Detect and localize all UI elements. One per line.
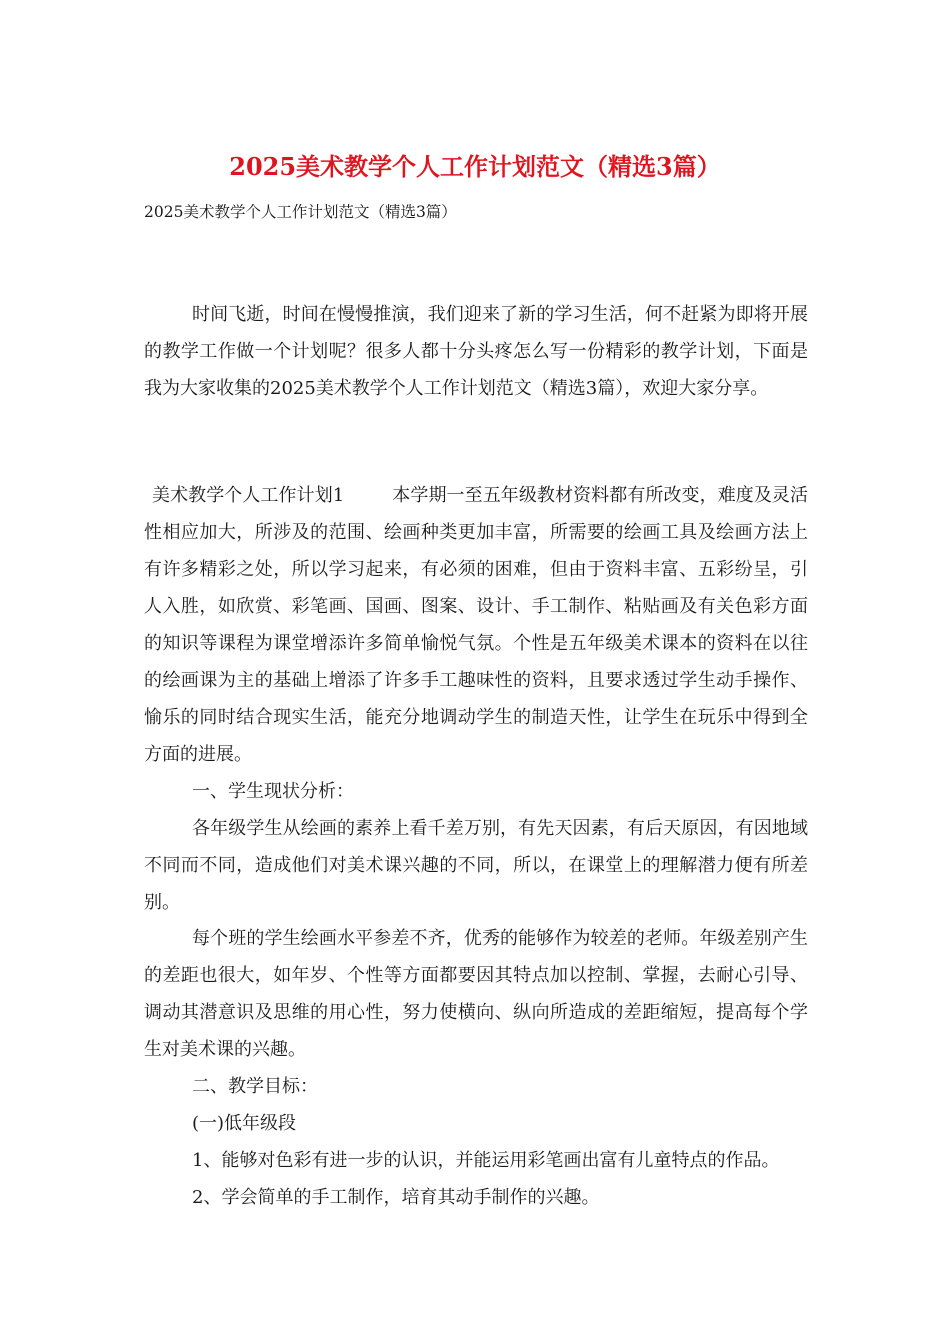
document-subtitle: 2025美术教学个人工作计划范文（精选3篇） <box>144 203 457 221</box>
grade-low-heading: (一)低年级段 <box>192 1113 297 1134</box>
section1-heading: 一、学生现状分析： <box>192 781 354 802</box>
section1-paragraph-2: 每个班的学生绘画水平参差不齐，优秀的能够作为较差的老师。年级差别产生的差距也很大，如年岁、个性等方面都要因其特点加以控制、掌握，去耐心引导、调动其潜意识及思维的用心性，努力使横向、纵向所造成的差距缩短，提高每个学生对美术课的兴趣。 <box>144 928 808 1060</box>
goal-item-1: 1、能够对色彩有进一步的认识，并能运用彩笔画出富有儿童特点的作品。 <box>192 1150 780 1171</box>
section2-heading: 二、教学目标： <box>192 1076 318 1097</box>
section1-heading-block <box>144 773 824 810</box>
document-title: 2025美术教学个人工作计划范文（精选3篇） <box>229 152 721 181</box>
plan1-text: 本学期一至五年级教材资料都有所改变，难度及灵活性相应加大，所涉及的范围、绘画种类更加丰富，所需要的绘画工具及绘画方法上有许多精彩之处，所以学习起来，有必须的困难，但由于资料丰富、五彩纷呈，引人入胜，如欣赏、彩笔画、国画、图案、设计、手工制作、粘贴画及有关色彩方面的知识等课程为课堂增添许多简单愉悦气氛。个性是五年级美术课本的资料在以往的绘画课为主的基础上增添了许多手工趣味性的资料，且要求透过学生动手操作、愉乐的同时结合现实生活，能充分地调动学生的制造天性，让学生在玩乐中得到全方面的进展。 <box>144 485 809 765</box>
intro-paragraph: 时间飞逝，时间在慢慢推演，我们迎来了新的学习生活，何不赶紧为即将开展的教学工作做一个计划呢？很多人都十分头疼怎么写一份精彩的教学计划，下面是我为大家收集的2025美术教学个人工作计划范文（精选3篇），欢迎大家分享。 <box>144 304 808 399</box>
section2-block <box>144 1068 824 1216</box>
goal-item-2: 2、学会简单的手工制作，培育其动手制作的兴趣。 <box>192 1187 600 1208</box>
plan1-heading: 美术教学个人工作计划1 <box>152 485 345 506</box>
plan1-paragraph <box>144 477 808 773</box>
section1-paragraph-1: 各年级学生从绘画的素养上看千差万别，有先天因素，有后天原因，有因地域不同而不同，造成他们对美术课兴趣的不同，所以，在课堂上的理解潜力便有所差别。 <box>144 818 808 913</box>
